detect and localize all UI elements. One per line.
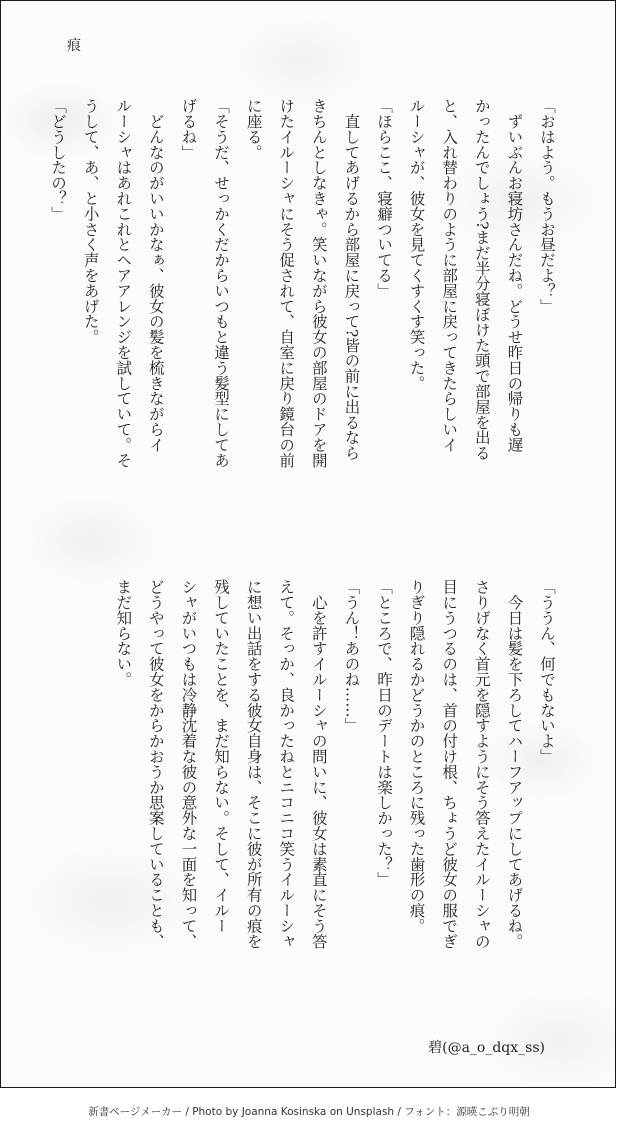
text-line: えて。そっか、良かったねとニコニコ笑うイルーシャ — [277, 579, 296, 949]
text-line: うして、あ、と小さく声をあげた。 — [81, 98, 100, 345]
text-line: どんなのがいいかなぁ、彼女の髪を梳きながらイ — [146, 98, 165, 453]
text-line: 「ところで、昨日のデートは楽しかった？」 — [375, 579, 394, 887]
text-line: ルーシャが、彼女を見てくすくす笑った。 — [407, 98, 426, 391]
text-line: に想い出話をする彼女自身は、そこに彼が所有の痕を — [244, 579, 263, 949]
text-line: 「そうだ、せっかくだからいつもと違う髪型にしてあ — [212, 98, 231, 468]
text-line: 「どうしたの？」 — [49, 98, 68, 222]
text-line: かったんでしょう?まだ半分寝ぼけた頭で部屋を出る — [472, 98, 491, 461]
text-line: まだ知らない。 — [114, 579, 133, 687]
text-line: シャがいつもは冷静沈着な彼の意外な一面を知って、 — [179, 579, 198, 949]
text-line: どうやって彼女をからかおうか思案していることも、 — [146, 579, 165, 949]
text-line: ルーシャはあれこれとヘアアレンジを試していて。そ — [114, 98, 133, 468]
text-line: げるね」 — [179, 98, 198, 160]
text-line: 直してあげるから部屋に戻って?皆の前に出るなら — [342, 98, 361, 461]
text-line: りぎり隠れるかどうかのところに残った歯形の痕。 — [407, 579, 426, 934]
text-line: 心を許すイルーシャの問いに、彼女は素直にそう答 — [309, 579, 328, 949]
text-line: に座る。 — [244, 98, 263, 160]
text-line: と、入れ替わりのように部屋に戻ってきたらしいイ — [440, 98, 459, 453]
page-title: 痕 — [67, 38, 81, 54]
text-line: 「うん！あのね……」 — [342, 579, 361, 733]
text-line: けたイルーシャにそう促されて、自室に戻り鏡台の前 — [277, 98, 296, 468]
text-line: 目にうつるのは、首の付け根、ちょうど彼女の服でぎ — [440, 579, 459, 949]
text-block-bottom — [107, 579, 563, 1019]
text-line: 「ほらここ、寝癖ついてる」 — [375, 98, 394, 299]
text-line: さりげなく首元を隠すようにそう答えたイルーシャの — [472, 579, 491, 949]
footer-credit: 新書ページメーカー / Photo by Joanna Kosinska on Unsplash / フォント：源暎こぶり明朝 — [88, 1106, 530, 1118]
author-signature: 碧(@a_o_dqx_ss) — [428, 1040, 545, 1056]
text-line: 「おはよう。もうお昼だよ？」 — [538, 98, 556, 314]
text-line: きちんとしなきゃ。笑いながら彼女の部屋のドアを開 — [309, 98, 328, 468]
text-block-top — [42, 98, 564, 538]
text-line: 残していたことを、まだ知らない。そして、イルー — [212, 579, 231, 934]
text-line: 今日は髪を下ろしてハーフアップにしてあげるね。 — [505, 579, 524, 949]
text-line: ずいぶんお寝坊さんだね。どうせ昨日の帰りも遅 — [505, 98, 524, 453]
text-line: 「ううん、何でもないよ」 — [538, 579, 556, 764]
